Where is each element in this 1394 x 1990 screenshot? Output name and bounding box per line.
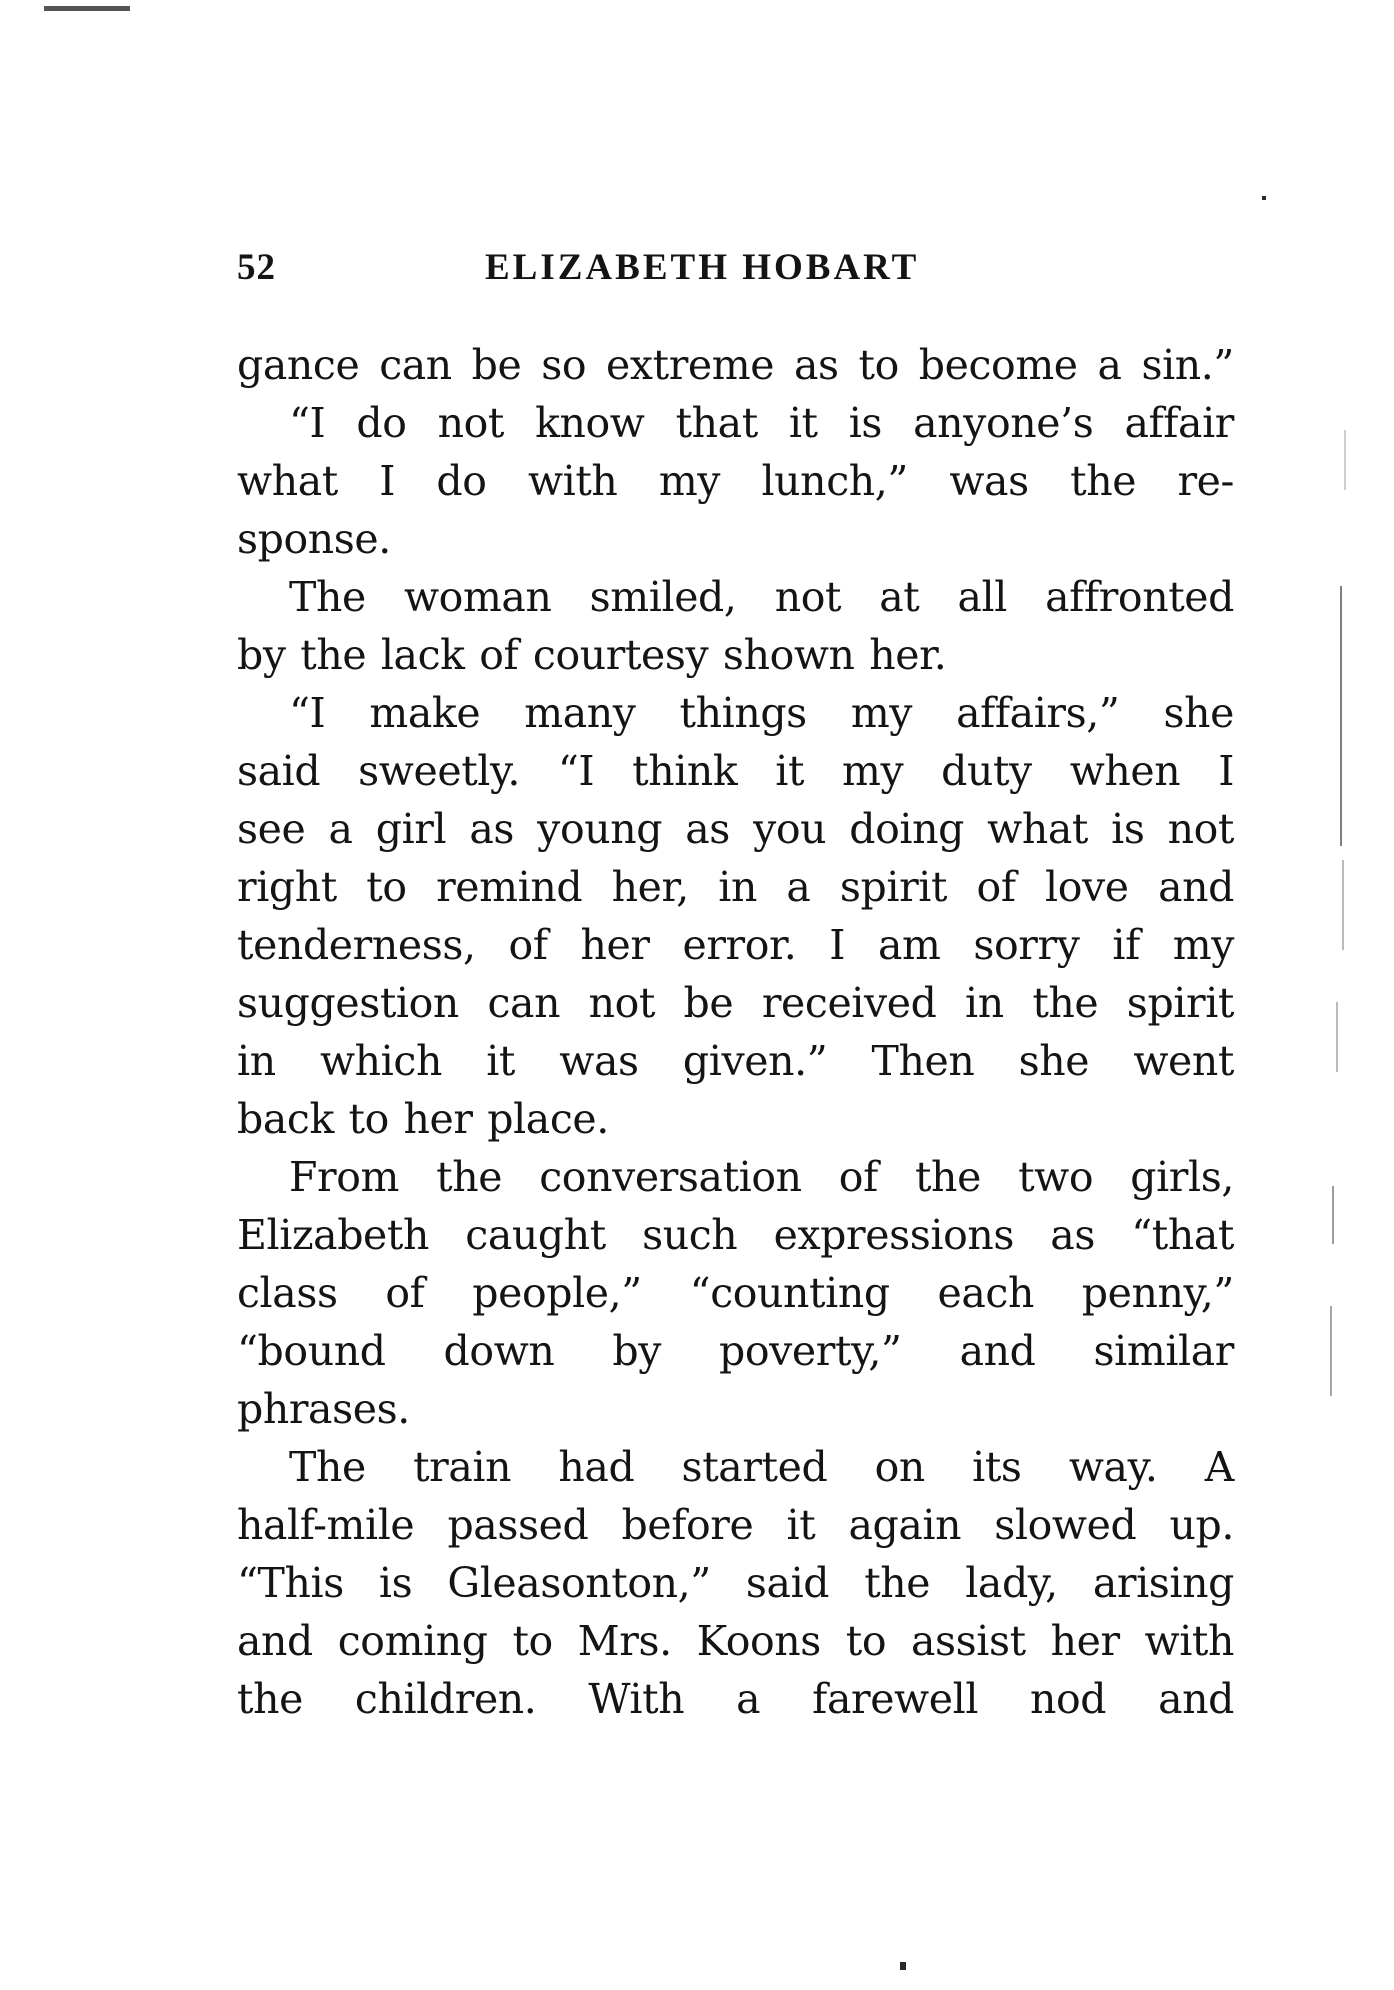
text-line: said sweetly. “I think it my duty when I [237, 747, 1234, 795]
scan-speck [1262, 196, 1266, 200]
margin-mark [1332, 1186, 1334, 1244]
scan-speck [900, 1962, 906, 1970]
text-line: half-mile passed before it again slowed up. [237, 1501, 1234, 1549]
running-header [237, 246, 1237, 296]
text-line: what I do with my lunch,” was the re- [237, 457, 1234, 505]
text-line: and coming to Mrs. Koons to assist her with [237, 1617, 1234, 1665]
text-line: Elizabeth caught such expressions as “that [237, 1211, 1234, 1259]
text-line: right to remind her, in a spirit of love and [237, 863, 1234, 911]
scan-artifact-top-left [44, 6, 130, 11]
text-line: back to her place. [237, 1095, 609, 1143]
text-line: by the lack of courtesy shown her. [237, 631, 947, 679]
text-line: in which it was given.” Then she went [237, 1037, 1234, 1085]
body-text [237, 336, 1234, 1728]
margin-mark [1336, 1002, 1338, 1072]
margin-mark [1340, 586, 1342, 846]
running-title: ELIZABETH HOBART [485, 247, 920, 288]
text-line: the children. With a farewell nod and [237, 1675, 1234, 1723]
text-line: “bound down by poverty,” and similar [237, 1327, 1234, 1375]
page-number: 52 [237, 247, 276, 288]
text-line: see a girl as young as you doing what is not [237, 805, 1234, 853]
text-line: The woman smiled, not at all affronted [289, 573, 1234, 621]
text-line: phrases. [237, 1385, 410, 1433]
text-line: From the conversation of the two girls, [289, 1153, 1234, 1201]
text-line: “This is Gleasonton,” said the lady, arising [237, 1559, 1234, 1607]
text-line: “I make many things my affairs,” she [289, 689, 1234, 737]
text-line: sponse. [237, 515, 391, 563]
margin-mark [1330, 1306, 1332, 1396]
text-line: suggestion can not be received in the spirit [237, 979, 1234, 1027]
text-line: tenderness, of her error. I am sorry if my [237, 921, 1234, 969]
text-line: class of people,” “counting each penny,” [237, 1269, 1234, 1317]
margin-mark [1344, 430, 1346, 490]
text-line: “I do not know that it is anyone’s affair [289, 399, 1234, 447]
margin-mark [1342, 860, 1344, 950]
text-line: gance can be so extreme as to become a sin.” [237, 341, 1234, 389]
text-line: The train had started on its way. A [289, 1443, 1234, 1491]
